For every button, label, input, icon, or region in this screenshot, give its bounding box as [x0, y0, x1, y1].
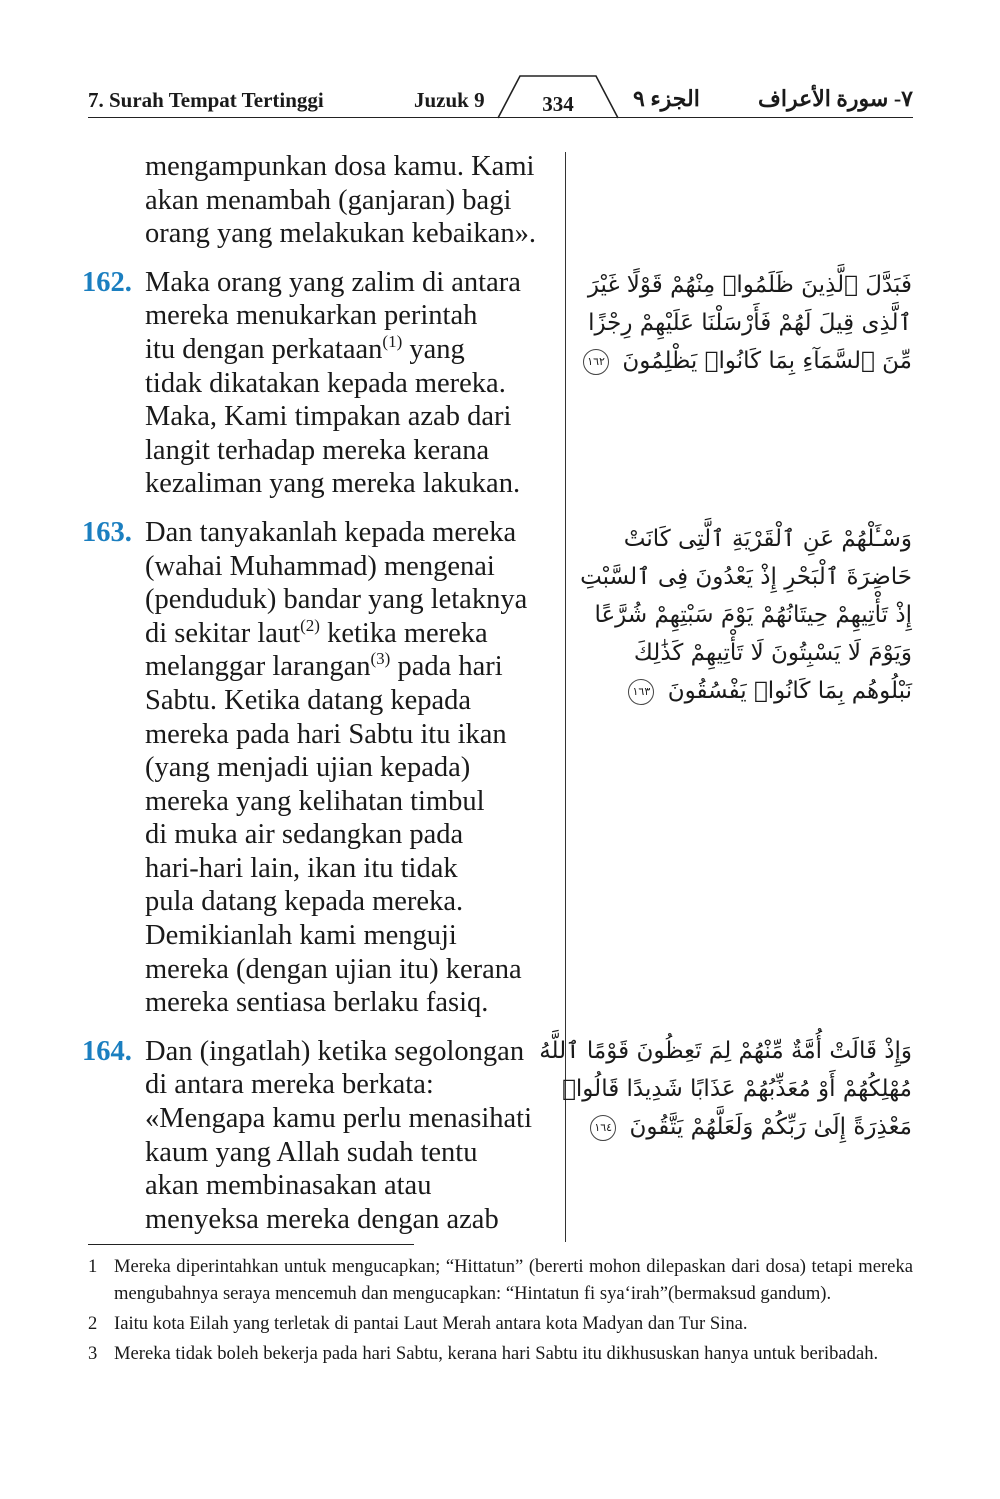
juz-label: Juzuk 9 — [414, 88, 485, 112]
verse-end-marker: ١٦٣ — [628, 679, 654, 705]
footnote-text: Mereka tidak boleh bekerja pada hari Sabtu, kerana hari Sabtu itu dikhususkan hanya untuk beribadah. — [114, 1343, 879, 1364]
verse-162-translation — [82, 266, 560, 501]
footnote-2 — [88, 1310, 913, 1337]
arabic-verse-164 — [539, 1032, 912, 1146]
translation-column — [82, 150, 560, 1251]
arabic-line: وَسْـَٔلْهُمْ عَنِ ٱلْقَرْيَةِ ٱلَّتِى كَانَتْ — [623, 526, 912, 552]
verse-163-translation — [82, 516, 560, 1020]
surah-title: 7. Surah Tempat Tertinggi — [88, 88, 324, 112]
footnote-1 — [88, 1253, 913, 1307]
verse-number: 162. — [82, 266, 132, 298]
footnote-number: 1 — [88, 1256, 98, 1277]
arabic-line: إِذْ تَأْتِيهِمْ حِيتَانُهُمْ يَوْمَ سَبْتِهِمْ شُرَّعًا — [594, 602, 912, 628]
footnote-number: 2 — [88, 1313, 98, 1334]
text-line: akan menambah (ganjaran) bagi — [145, 184, 512, 216]
arabic-verse-162 — [580, 266, 912, 380]
text-line: Dan tanyakanlah kepada mereka — [145, 516, 517, 548]
text-line: Maka orang yang zalim di antara — [145, 266, 521, 298]
text-line: menyeksa mereka dengan azab — [145, 1203, 499, 1235]
header-rule — [88, 117, 913, 118]
arabic-line: وَيَوْمَ لَا يَسْبِتُونَ لَا تَأْتِيهِمْ كَذَٰلِكَ — [633, 640, 912, 666]
text-line: Sabtu. Ketika datang kepada — [145, 684, 472, 716]
footnote-ref-2: (2) — [300, 615, 320, 635]
surah-title-arabic: ٧- سورة الأعراف — [758, 86, 913, 111]
verse-number: 163. — [82, 516, 132, 548]
text-line: langit terhadap mereka kerana — [145, 434, 490, 466]
text-line: pula datang kepada mereka. — [145, 886, 464, 918]
text-line: Demikianlah kami menguji — [145, 920, 457, 952]
text-line: mereka (dengan ujian itu) kerana — [145, 953, 522, 985]
text-line: (penduduk) bandar yang letaknya — [145, 584, 528, 616]
footnote-3 — [88, 1340, 913, 1367]
text-line: mereka yang kelihatan timbul — [145, 785, 485, 817]
text-line: tidak dikatakan kepada mereka. — [145, 367, 506, 399]
verse-164-translation — [82, 1035, 560, 1237]
footnote-text: Mereka diperintahkan untuk mengucapkan; “Hittatun” (bererti mohon dilepaskan dari dosa) tetapi mereka mengubahnya seraya mencemuh dan mengucapkan: “Hintatun fi sya‘irah”(bermaksud gandum). — [114, 1256, 913, 1304]
text-line: hari-hari lain, ikan itu tidak — [145, 852, 458, 884]
page-header — [88, 76, 913, 124]
arabic-line: فَبَدَّلَ ٱلَّذِينَ ظَلَمُوا۟ مِنْهُمْ قَوْلًا غَيْرَ — [587, 272, 912, 298]
verse-end-marker: ١٦٢ — [583, 349, 609, 375]
footnote-ref-1: (1) — [382, 331, 403, 351]
arabic-line: مَعْذِرَةً إِلَىٰ رَبِّكُمْ وَلَعَلَّهُمْ يَتَّقُونَ ١٦٤ — [580, 1108, 912, 1146]
text-line: di antara mereka berkata: — [145, 1069, 434, 1101]
arabic-line: نَبْلُوهُم بِمَا كَانُوا۟ يَفْسُقُونَ ١٦٣ — [580, 672, 912, 710]
text-line: di muka air sedangkan pada — [145, 819, 464, 851]
footnote-number: 3 — [88, 1343, 98, 1364]
text-line: mereka pada hari Sabtu itu ikan — [145, 718, 507, 750]
footnote-text: Iaitu kota Eilah yang terletak di pantai Laut Merah antara kota Madyan dan Tur Sina. — [114, 1313, 748, 1334]
page-number: 334 — [542, 92, 574, 116]
footnotes — [88, 1253, 913, 1370]
arabic-line: وَإِذْ قَالَتْ أُمَّةٌ مِّنْهُمْ لِمَ تَعِظُونَ قَوْمًا ٱللَّهُ — [539, 1038, 912, 1064]
juz-label-arabic: الجزء ٩ — [633, 86, 700, 111]
verse-number: 164. — [82, 1035, 132, 1067]
text-line: Dan (ingatlah) ketika segolongan — [145, 1035, 525, 1067]
text-line: di sekitar laut$^{(2)}$ ketika mereka — [145, 615, 488, 649]
text-line: akan membinasakan atau — [145, 1170, 432, 1202]
text-line: mengampunkan dosa kamu. Kami — [145, 151, 535, 182]
text-line: mereka menukarkan perintah — [145, 300, 478, 332]
arabic-line: ٱلَّذِى قِيلَ لَهُمْ فَأَرْسَلْنَا عَلَيْهِمْ رِجْزًا — [588, 310, 912, 336]
footnote-rule — [88, 1244, 414, 1245]
text-line: (yang menjadi ujian kepada) — [145, 752, 471, 784]
verse-161-continuation — [82, 150, 560, 251]
text-line: melanggar larangan$^{(3)}$ pada hari — [145, 649, 503, 683]
arabic-line: حَاضِرَةَ ٱلْبَحْرِ إِذْ يَعْدُونَ فِى ٱلسَّبْتِ — [580, 564, 912, 590]
arabic-line: مِّنَ ٱلسَّمَآءِ بِمَا كَانُوا۟ يَظْلِمُونَ ١٦٢ — [580, 342, 912, 380]
text-line: orang yang melakukan kebaikan». — [145, 218, 536, 250]
text-line: kaum yang Allah sudah tentu — [145, 1136, 478, 1168]
text-line: Maka, Kami timpakan azab dari — [145, 401, 512, 433]
text-line: «Mengapa kamu perlu menasihati — [145, 1103, 533, 1135]
text-line: kezaliman yang mereka lakukan. — [145, 468, 521, 500]
text-line: (wahai Muhammad) mengenai — [145, 550, 495, 582]
text-line: mereka sentiasa berlaku fasiq. — [145, 987, 489, 1019]
verse-end-marker: ١٦٤ — [590, 1115, 616, 1141]
arabic-verse-163 — [580, 520, 912, 710]
text-line: itu dengan perkataan$^{(1)}$ yang — [145, 331, 465, 365]
footnote-ref-3: (3) — [370, 649, 391, 669]
arabic-line: مُهْلِكُهُمْ أَوْ مُعَذِّبُهُمْ عَذَابًا شَدِيدًا قَالُوا۟ — [562, 1076, 912, 1102]
